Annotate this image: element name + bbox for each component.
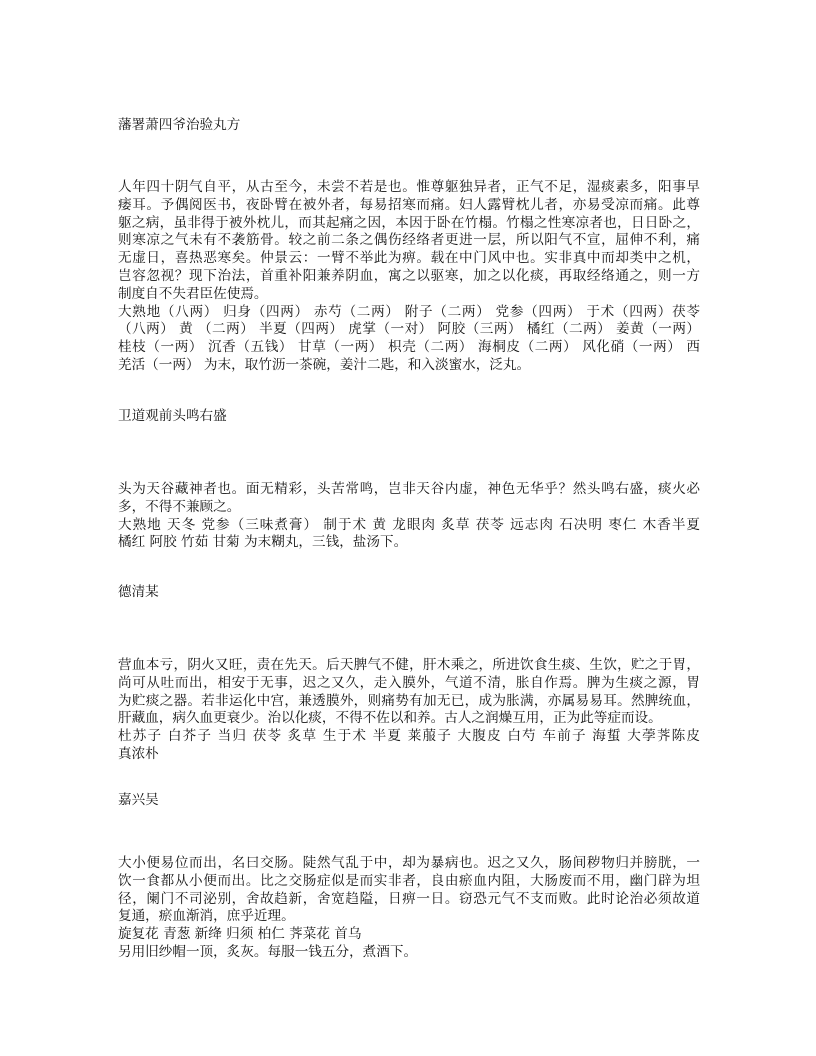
paragraph (118, 728, 700, 764)
text-line: 复通，瘀血渐消，庶乎近理。 (118, 908, 295, 925)
text-line: 头为天谷藏神者也。面无精彩，头苦常鸣，岂非天谷内虚，神色无华乎？然头鸣右盛，痰火必 (118, 481, 700, 497)
text-line: （八两） 黄 （二两） 半夏（四两） 虎掌（一对） 阿胶（三两） 橘红（二两） 姜黄（一两） (118, 321, 700, 338)
section-title: 藩署萧四爷治验丸方 (118, 117, 241, 133)
text-line: 尚可从吐而出，相安于无事，迟之又久，走入膜外，气道不清，胀自作焉。脾为生痰之源，胃 (118, 674, 700, 691)
paragraph (118, 926, 700, 944)
section-title: 德清某 (118, 584, 159, 600)
text-line: 另用旧纱帽一顶，炙灰。每服一钱五分，煮酒下。 (118, 943, 418, 960)
section-title: 卫道观前头鸣右盛 (118, 408, 227, 424)
paragraph (118, 855, 700, 926)
text-line: 旋复花 青葱 新绛 归须 柏仁 荠菜花 首乌 (118, 926, 362, 943)
paragraph (118, 304, 700, 375)
paragraph (118, 944, 700, 962)
section-body (118, 657, 700, 764)
section-title: 嘉兴吴 (118, 792, 159, 808)
paragraph (118, 657, 700, 728)
text-line: 大小便易位而出，名曰交肠。陡然气乱于中，却为暴病也。迟之又久，肠间秽物归并膀胱，一 (118, 855, 700, 871)
text-line: 则寒凉之气未有不袭筋骨。较之前二条之偶伤经络者更进一层，所以阳气不宣，屈伸不利，痛 (118, 232, 700, 249)
text-line: 人年四十阴气自平，从古至今，未尝不若是也。惟尊躯独异者，正气不足，湿痰素多，阳事早 (118, 179, 700, 195)
text-line: 大熟地 天冬 党参（三味煮膏） 制于术 黄 龙眼肉 炙草 茯苓 远志肉 石决明 枣仁 木香半夏 (118, 516, 700, 533)
text-line: 径，阑门不司泌别，舍故趋新，舍宽趋隘，日痹一日。窃恐元气不支而败。此时论治必须故道 (118, 890, 700, 907)
text-line: 躯之病，虽非得于被外枕儿，而其起痛之因，本因于卧在竹榻。竹榻之性寒凉者也，日日卧之， (118, 214, 700, 231)
text-line: 岂容忽视？现下治法，首重补阳兼养阴血，寓之以驱寒，加之以化痰，再取经络通之，则一方 (118, 267, 700, 284)
text-line: 桂枝（一两） 沉香（五钱） 甘草（一两） 枳壳（二两） 海桐皮（二两） 风化硝（一两） 西 (118, 339, 700, 356)
text-line: 无虚日，喜热恶寒矣。仲景云：一臂不举此为痹。载在中门风中也。实非真中而却类中之机， (118, 250, 700, 267)
text-line: 多，不得不兼顾之。 (118, 498, 241, 515)
section-body (118, 481, 700, 552)
text-line: 制度自不失君臣佐使焉。 (118, 285, 268, 302)
section-body (118, 855, 700, 962)
text-line: 杜苏子 白芥子 当归 茯苓 炙草 生于术 半夏 莱菔子 大腹皮 白芍 车前子 海蜇 大荸荠陈皮 (118, 728, 700, 745)
section-body (118, 179, 700, 375)
paragraph (118, 517, 700, 553)
text-line: 痿耳。予偶阅医书，夜卧臂在被外者，每易招寒而痛。妇人露臂枕儿者，亦易受凉而痛。此尊 (118, 196, 700, 213)
text-line: 营血本亏，阴火又旺，责在先天。后天脾气不健，肝木乘之，所进饮食生痰、生饮，贮之于胃， (118, 657, 700, 673)
text-line: 大熟地（八两） 归身（四两） 赤芍（二两） 附子（二两） 党参（四两） 于术（四两）茯苓 (118, 303, 700, 320)
text-line: 橘红 阿胶 竹茹 甘菊 为末糊丸，三钱，盐汤下。 (118, 534, 408, 551)
text-line: 饮一食都从小便而出。比之交肠症似是而实非者，良由瘀血内阻，大肠废而不用，幽门辟为坦 (118, 872, 700, 889)
paragraph (118, 179, 700, 304)
text-line: 肝藏血，病久血更衰少。治以化痰，不得不佐以和养。古人之润燥互用，正为此等症而设。 (118, 710, 662, 727)
text-line: 羌活（一两） 为末，取竹沥一茶碗，姜汁二匙，和入淡蜜水，泛丸。 (118, 356, 531, 373)
text-line: 为贮痰之器。若非运化中宫，兼透膜外，则痛势有加无已，成为胀满，亦属易易耳。然脾统血， (118, 692, 700, 709)
text-line: 真浓朴 (118, 745, 159, 762)
paragraph (118, 481, 700, 517)
